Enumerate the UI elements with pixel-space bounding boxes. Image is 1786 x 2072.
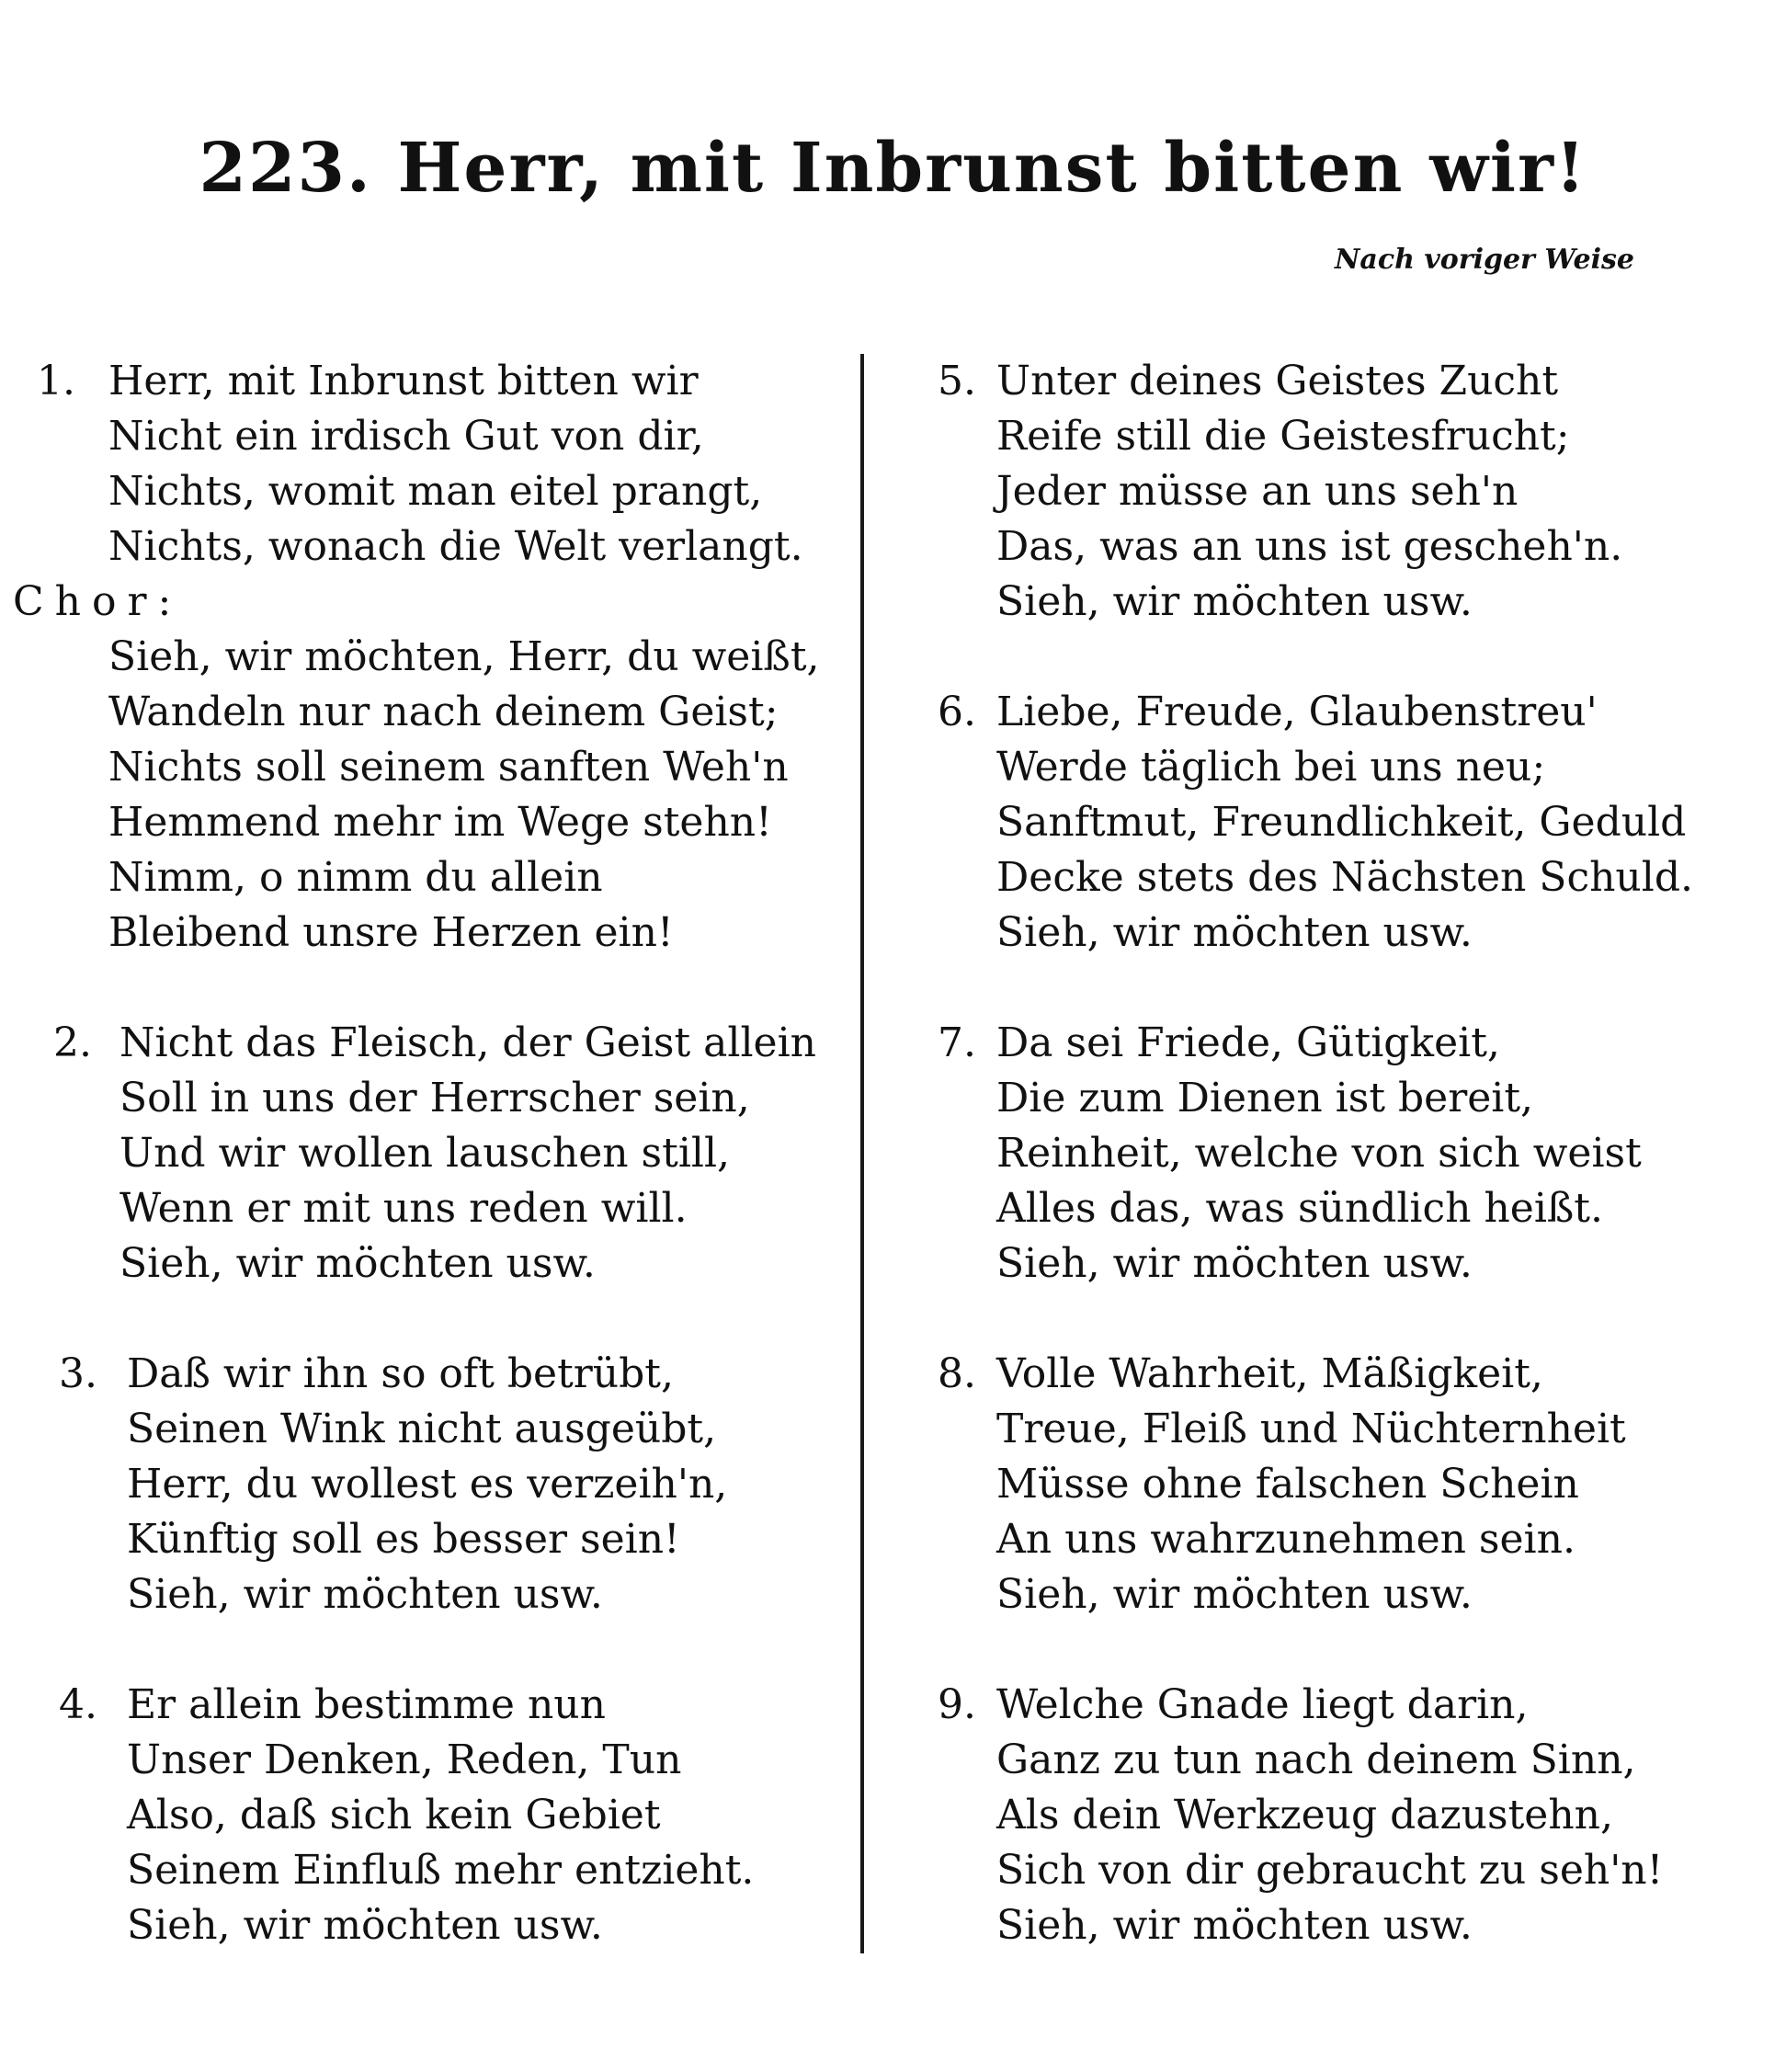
verse-line: Sieh, wir möchten usw. (996, 578, 1473, 625)
hymn-title: 223. Herr, mit Inbrunst bitten wir! (199, 129, 1587, 208)
verse-line: Das, was an uns ist gescheh'n. (996, 523, 1623, 570)
chorus-label: Chor: (13, 578, 183, 625)
verse-line: Nichts, womit man eitel prangt, (108, 468, 763, 515)
verse-line: Seinem Einfluß mehr entzieht. (127, 1847, 755, 1894)
verse-line: Herr, mit Inbrunst bitten wir (108, 358, 699, 404)
chorus-line: Nimm, o nimm du allein (108, 854, 603, 901)
verse-line: Herr, du wollest es verzeih'n, (127, 1461, 728, 1508)
stanza-number: 4. (59, 1681, 97, 1728)
tune-note: Nach voriger Weise (1334, 244, 1634, 276)
verse-line: Sieh, wir möchten usw. (996, 1571, 1473, 1618)
stanza-5 (882, 354, 1783, 630)
verse-line: Decke stets des Nächsten Schuld. (996, 854, 1693, 901)
verse-line: Treue, Fleiß und Nüchternheit (996, 1406, 1626, 1452)
stanza-8 (882, 1347, 1783, 1622)
left-column (0, 354, 855, 2009)
chorus-line: Nichts soll seinem sanften Weh'n (108, 744, 789, 791)
verse-line: Sieh, wir möchten usw. (996, 1902, 1473, 1949)
verse-line: Soll in uns der Herrscher sein, (119, 1075, 750, 1121)
right-column (882, 354, 1783, 2009)
chorus-line: Bleibend unsre Herzen ein! (108, 909, 674, 956)
verse-line: Sieh, wir möchten usw. (127, 1902, 603, 1949)
verse-line: Daß wir ihn so oft betrübt, (127, 1350, 674, 1397)
stanza-number: 3. (59, 1350, 97, 1397)
stanza-number: 7. (938, 1019, 976, 1066)
stanza-number: 5. (938, 358, 976, 404)
verse-line: Müsse ohne falschen Schein (996, 1461, 1579, 1508)
verse-line: Alles das, was sündlich heißt. (996, 1185, 1603, 1232)
verse-line: Wenn er mit uns reden will. (119, 1185, 688, 1232)
verse-line: Also, daß sich kein Gebiet (127, 1792, 661, 1839)
chorus-line: Hemmend mehr im Wege stehn! (108, 799, 772, 846)
chorus-line: Sieh, wir möchten, Herr, du weißt, (108, 633, 820, 680)
stanza-4 (0, 1678, 855, 1953)
stanza-6 (882, 685, 1783, 961)
verse-line: Werde täglich bei uns neu; (996, 744, 1546, 791)
verse-line: Sieh, wir möchten usw. (119, 1240, 596, 1287)
verse-line: Ganz zu tun nach deinem Sinn, (996, 1736, 1636, 1783)
verse-line: Nicht das Fleisch, der Geist allein (119, 1019, 816, 1066)
stanza-3 (0, 1347, 855, 1622)
verse-line: Sanftmut, Freundlichkeit, Geduld (996, 799, 1687, 846)
stanza-9 (882, 1678, 1783, 1953)
verse-line: Reinheit, welche von sich weist (996, 1130, 1642, 1177)
verse-line: Sieh, wir möchten usw. (127, 1571, 603, 1618)
verse-line: Als dein Werkzeug dazustehn, (996, 1792, 1613, 1839)
verse-line: Da sei Friede, Gütigkeit, (996, 1019, 1500, 1066)
stanza-number: 9. (938, 1681, 976, 1728)
verse-line: Und wir wollen lauschen still, (119, 1130, 731, 1177)
stanza-2 (0, 1016, 855, 1292)
verse-line: Er allein bestimme nun (127, 1681, 606, 1728)
verse-line: Volle Wahrheit, Mäßigkeit, (996, 1350, 1543, 1397)
verse-line: Reife still die Geistesfrucht; (996, 413, 1570, 460)
verse-line: Sieh, wir möchten usw. (996, 1240, 1473, 1287)
verse-line: Unter deines Geistes Zucht (996, 358, 1559, 404)
stanza-7 (882, 1016, 1783, 1292)
stanza-number: 8. (938, 1350, 976, 1397)
verse-line: Liebe, Freude, Glaubenstreu' (996, 689, 1598, 735)
verse-line: Künftig soll es besser sein! (127, 1516, 680, 1563)
column-divider (860, 354, 864, 1953)
verse-line: Unser Denken, Reden, Tun (127, 1736, 682, 1783)
stanza-1 (0, 354, 855, 575)
verse-line: Nicht ein irdisch Gut von dir, (108, 413, 704, 460)
chorus-line: Wandeln nur nach deinem Geist; (108, 689, 779, 735)
verse-line: An uns wahrzunehmen sein. (996, 1516, 1576, 1563)
chorus (0, 575, 855, 961)
verse-line: Sieh, wir möchten usw. (996, 909, 1473, 956)
verse-line: Die zum Dienen ist bereit, (996, 1075, 1534, 1121)
stanza-number: 6. (938, 689, 976, 735)
verse-line: Nichts, wonach die Welt verlangt. (108, 523, 803, 570)
stanza-number: 2. (53, 1019, 92, 1066)
verse-line: Welche Gnade liegt darin, (996, 1681, 1529, 1728)
verse-line: Jeder müsse an uns seh'n (996, 468, 1519, 515)
stanza-number: 1. (37, 358, 75, 404)
verse-line: Seinen Wink nicht ausgeübt, (127, 1406, 717, 1452)
verse-line: Sich von dir gebraucht zu seh'n! (996, 1847, 1664, 1894)
